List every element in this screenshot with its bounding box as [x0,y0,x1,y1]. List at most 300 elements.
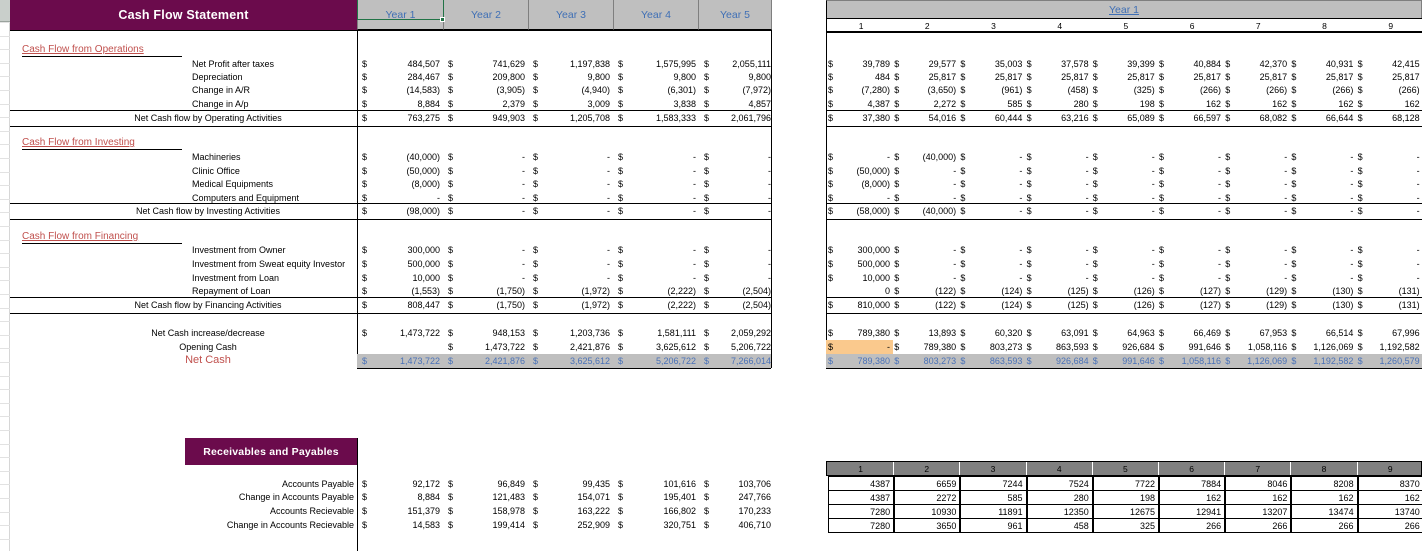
currency-symbol: $ [1225,286,1231,296]
rule-under-header [10,30,771,31]
value-net-operating-m-7: 68,082 [1259,113,1288,123]
value-medical-equipments-m-5: - [1151,179,1155,189]
value-net-profit-after-taxes-m-9: 42,415 [1392,59,1420,69]
currency-symbol: $ [533,179,539,189]
currency-symbol: $ [1225,152,1231,162]
rp-row-label-accounts-recievable: Accounts Recievable [269,506,354,516]
value-investment-from-sweat-equity-investor-m-7: - [1284,259,1288,269]
currency-symbol: $ [1291,179,1297,189]
value-clinic-office-m-4: - [1085,166,1089,176]
currency-symbol: $ [362,72,368,82]
currency-symbol: $ [1092,193,1098,203]
value-investment-from-owner-m-2: - [953,245,957,255]
rule-investing-bottom [10,219,771,220]
value-investment-from-sweat-equity-investor-m-3: - [1019,259,1023,269]
rule-financing-top [10,297,771,298]
currency-symbol: $ [1092,113,1098,123]
value-computers-and-equipment-m-9: - [1416,193,1420,203]
currency-symbol: $ [894,193,900,203]
value-net-operating-m-6: 66,597 [1193,113,1221,123]
rp-monthly-header-9[interactable]: 9 [1358,462,1422,475]
annual-year-header-5[interactable]: Year 5 [699,0,772,30]
value-net-profit-after-taxes-5: 2,055,111 [732,59,771,69]
value-machineries-m-8: - [1350,152,1354,162]
row-label-investment-from-sweat-equity-investor: Investment from Sweat equity Investor [192,259,346,269]
row-separator [0,362,10,363]
value-investment-from-owner-m-8: - [1350,245,1354,255]
currency-symbol: $ [1225,193,1231,203]
currency-symbol: $ [362,492,368,502]
currency-symbol: $ [362,179,368,189]
value-net-cash-m-5: 991,646 [1122,356,1155,366]
currency-symbol: $ [1291,99,1297,109]
value-machineries-4: - [693,152,696,162]
currency-symbol: $ [1225,59,1231,69]
value-net-operating-m-4: 63,216 [1061,113,1089,123]
currency-symbol: $ [704,245,710,255]
value-clinic-office-m-6: - [1218,166,1221,176]
currency-symbol: $ [1291,328,1297,338]
value-computers-and-equipment-m-4: - [1085,193,1089,203]
currency-symbol: $ [828,179,834,189]
annual-year-header-2[interactable]: Year 2 [444,0,529,30]
row-separator [0,226,10,227]
value-change-in-ap-m-9: 162 [1404,99,1420,109]
value-change-in-ar-m-7: (266) [1266,85,1288,95]
currency-symbol: $ [1291,85,1297,95]
currency-symbol: $ [960,356,966,366]
currency-symbol: $ [533,59,539,69]
currency-symbol: $ [362,193,368,203]
currency-symbol: $ [1225,72,1231,82]
value-change-in-ap-m-7: 162 [1272,99,1288,109]
currency-symbol: $ [1357,152,1363,162]
rp-cell-change-in-accounts-recievable-6: 266 [1159,518,1225,533]
value-clinic-office-2: - [522,166,525,176]
value-change-in-ar-m-4: (458) [1067,85,1089,95]
row-separator [0,253,10,254]
currency-symbol: $ [618,206,624,216]
value-opening-cash-4: 3,625,612 [655,342,696,352]
currency-symbol: $ [1026,259,1032,269]
value-investment-from-sweat-equity-investor-m-9: - [1416,259,1420,269]
currency-symbol: $ [960,166,966,176]
rp-monthly-header-4[interactable]: 4 [1027,462,1093,475]
value-accounts-payable-rp-3: 99,435 [582,479,610,489]
currency-symbol: $ [704,59,710,69]
row-label-clinic-office: Clinic Office [192,166,240,176]
value-change-in-ap-2: 2,379 [502,99,525,109]
rp-cell-accounts-recievable-4: 12350 [1027,504,1093,519]
value-change-in-accounts-payable-rp-5: 247,766 [738,492,771,502]
currency-symbol: $ [533,506,539,516]
row-separator [0,280,10,281]
value-net-cash-increase-decrease-2: 948,153 [492,328,525,338]
row-label-net-financing: Net Cash flow by Financing Activities [134,300,282,310]
currency-symbol: $ [533,99,539,109]
rule-investing-top [10,203,771,204]
currency-symbol: $ [533,193,539,203]
row-separator [0,76,10,77]
monthly-month-header-4[interactable]: 4 [1057,20,1063,31]
row-header-gutter[interactable] [0,0,10,551]
row-label-change-in-ap: Change in A/p [192,99,249,109]
rp-cell-accounts-recievable-3: 11891 [960,504,1026,519]
annual-year-header-3[interactable]: Year 3 [529,0,614,30]
currency-symbol: $ [704,506,710,516]
currency-symbol: $ [704,479,710,489]
currency-symbol: $ [362,113,368,123]
value-depreciation-m-3: 25,817 [994,72,1023,82]
value-medical-equipments-5: - [768,179,771,189]
currency-symbol: $ [1357,85,1363,95]
value-repayment-of-loan-2: (1,750) [496,286,525,296]
currency-symbol: $ [960,179,966,189]
rule-operations-top-monthly [826,110,1422,111]
annual-year-header-4[interactable]: Year 4 [614,0,699,30]
row-separator [0,199,10,200]
value-medical-equipments-2: - [522,179,525,189]
value-change-in-ap-m-1: 4,387 [867,99,890,109]
value-clinic-office-5: - [768,166,771,176]
currency-symbol: $ [533,328,539,338]
currency-symbol: $ [1291,166,1297,176]
rp-cell-accounts-payable-2: 6659 [894,476,960,491]
rp-cell-accounts-payable-5: 7722 [1093,476,1159,491]
left-block-divider [357,30,358,368]
value-change-in-ap-m-4: 280 [1073,99,1089,109]
currency-symbol: $ [1092,259,1098,269]
value-change-in-ap-m-6: 162 [1205,99,1221,109]
rp-monthly-header-7[interactable]: 7 [1225,462,1291,475]
currency-symbol: $ [448,328,454,338]
value-clinic-office-m-9: - [1416,166,1420,176]
currency-symbol: $ [1225,166,1231,176]
value-repayment-of-loan-3: (1,972) [581,286,610,296]
value-medical-equipments-3: - [607,179,610,189]
monthly-month-header-6[interactable]: 6 [1189,20,1195,31]
value-net-cash-m-3: 863,593 [989,356,1023,366]
currency-symbol: $ [828,99,834,109]
value-net-operating-m-5: 65,089 [1127,113,1155,123]
value-change-in-accounts-payable-rp-1: 8,884 [417,492,440,502]
currency-symbol: $ [362,206,368,216]
value-net-cash-increase-decrease-1: 1,473,722 [399,328,440,338]
value-net-profit-after-taxes-m-2: 29,577 [928,59,957,69]
currency-symbol: $ [533,85,539,95]
rp-monthly-header-8[interactable]: 8 [1291,462,1357,475]
value-net-cash-m-4: 926,684 [1056,356,1089,366]
value-accounts-payable-rp-5: 103,706 [738,479,771,489]
currency-symbol: $ [1026,342,1032,352]
currency-symbol: $ [828,72,834,82]
value-investment-from-loan-1: 10,000 [412,273,440,283]
currency-symbol: $ [1291,273,1297,283]
currency-symbol: $ [448,113,454,123]
currency-symbol: $ [533,259,539,269]
value-net-profit-after-taxes-2: 741,629 [492,59,525,69]
row-label-change-in-ar: Change in A/R [192,85,251,95]
value-accounts-recievable-rp-1: 151,379 [407,506,440,516]
rule-investing-top-monthly [826,203,1422,204]
currency-symbol: $ [618,273,624,283]
value-net-cash-increase-decrease-m-5: 64,963 [1127,328,1155,338]
value-change-in-accounts-recievable-rp-1: 14,583 [412,520,440,530]
currency-symbol: $ [1159,99,1165,109]
currency-symbol: $ [704,113,710,123]
value-net-investing-m-5: - [1151,206,1155,216]
value-net-investing-m-1: (58,000) [856,206,890,216]
currency-symbol: $ [618,166,624,176]
currency-symbol: $ [1026,166,1032,176]
rp-row-label-change-in-accounts-recievable: Change in Accounts Recievable [226,520,354,530]
monthly-month-header-9[interactable]: 9 [1388,20,1394,31]
value-net-investing-m-3: - [1019,206,1023,216]
value-investment-from-sweat-equity-investor-3: - [607,259,610,269]
rule-investing-bottom-monthly [826,219,1422,220]
value-change-in-ap-1: 8,884 [417,99,440,109]
currency-symbol: $ [1225,245,1231,255]
value-repayment-of-loan-m8: (130) [1332,286,1354,296]
currency-symbol: $ [618,113,624,123]
value-opening-cash-m-3: 803,273 [989,342,1023,352]
currency-symbol: $ [828,342,834,352]
currency-symbol: $ [1026,273,1032,283]
currency-symbol: $ [362,506,368,516]
currency-symbol: $ [1092,300,1098,310]
row-label-net-investing: Net Cash flow by Investing Activities [135,206,281,216]
row-separator [0,117,10,118]
rule-net-cash-bottom [357,368,771,369]
currency-symbol: $ [448,72,454,82]
currency-symbol: $ [1291,286,1297,296]
value-opening-cash-2: 1,473,722 [484,342,525,352]
currency-symbol: $ [704,328,710,338]
value-change-in-ar-m-3: (961) [1001,85,1023,95]
row-separator [0,484,10,485]
currency-symbol: $ [828,259,834,269]
value-net-financing-m-8: (130) [1332,300,1354,310]
value-computers-and-equipment-m-7: - [1284,193,1288,203]
currency-symbol: $ [1357,286,1363,296]
rp-row-label-accounts-payable: Accounts Payable [281,479,354,489]
currency-symbol: $ [828,166,834,176]
currency-symbol: $ [704,273,710,283]
currency-symbol: $ [362,328,368,338]
monthly-month-header-7[interactable]: 7 [1255,20,1261,31]
value-repayment-of-loan-m1: 0 [884,286,890,296]
monthly-month-header-1[interactable]: 1 [858,20,864,31]
currency-symbol: $ [1357,99,1363,109]
currency-symbol: $ [533,206,539,216]
value-computers-and-equipment-5: - [768,193,771,203]
currency-symbol: $ [533,300,539,310]
currency-symbol: $ [960,72,966,82]
value-net-cash-increase-decrease-m-7: 67,953 [1259,328,1288,338]
currency-symbol: $ [894,179,900,189]
rp-cell-change-in-accounts-payable-7: 162 [1225,490,1291,505]
currency-symbol: $ [362,59,368,69]
value-investment-from-sweat-equity-investor-m-8: - [1350,259,1354,269]
value-computers-and-equipment-1: - [437,193,440,203]
currency-symbol: $ [448,59,454,69]
value-machineries-m-1: - [887,152,890,162]
currency-symbol: $ [362,286,368,296]
rp-monthly-header-6[interactable]: 6 [1159,462,1225,475]
rp-monthly-header-2[interactable]: 2 [894,462,960,475]
currency-symbol: $ [828,300,834,310]
row-separator [0,525,10,526]
value-computers-and-equipment-m-6: - [1218,193,1221,203]
monthly-month-header-3[interactable]: 3 [991,20,996,31]
value-investment-from-sweat-equity-investor-m-2: - [953,259,957,269]
value-net-cash-m-1: 789,380 [857,356,890,366]
currency-symbol: $ [828,245,834,255]
currency-symbol: $ [448,520,454,530]
rule-financing-bottom-monthly [826,313,1422,314]
currency-symbol: $ [960,245,966,255]
rp-cell-accounts-payable-9: 8370 [1358,476,1422,491]
rp-cell-accounts-recievable-7: 13207 [1225,504,1291,519]
row-separator [0,444,10,445]
currency-symbol: $ [704,206,710,216]
value-clinic-office-1: (50,000) [406,166,440,176]
value-net-cash-increase-decrease-5: 2,059,292 [730,328,771,338]
row-separator [0,389,10,390]
value-investment-from-loan-m-2: - [953,273,957,283]
currency-symbol: $ [1357,245,1363,255]
value-computers-and-equipment-m-8: - [1350,193,1354,203]
currency-symbol: $ [1092,166,1098,176]
rp-cell-change-in-accounts-recievable-4: 458 [1027,518,1093,533]
value-investment-from-loan-2: - [522,273,525,283]
currency-symbol: $ [448,479,454,489]
currency-symbol: $ [362,99,368,109]
value-change-in-ar-2: (3,905) [496,85,525,95]
active-cell-fill-handle[interactable] [440,17,445,22]
rp-cell-accounts-recievable-6: 12941 [1159,504,1225,519]
value-opening-cash-m-8: 1,126,069 [1313,342,1354,352]
currency-symbol: $ [1092,206,1098,216]
row-separator [0,498,10,499]
value-clinic-office-m-1: (50,000) [856,166,890,176]
value-clinic-office-m-8: - [1350,166,1354,176]
monthly-month-header-8[interactable]: 8 [1322,20,1327,31]
value-depreciation-4: 9,800 [673,72,696,82]
value-net-cash-4: 5,206,722 [655,356,696,366]
currency-symbol: $ [1092,245,1098,255]
currency-symbol: $ [1291,245,1297,255]
currency-symbol: $ [1357,206,1363,216]
value-machineries-3: - [607,152,610,162]
value-net-investing-m-6: - [1218,206,1221,216]
currency-symbol: $ [1357,193,1363,203]
row-header-selected[interactable] [0,0,10,22]
currency-symbol: $ [448,506,454,516]
value-change-in-ap-5: 4,857 [748,99,771,109]
value-depreciation-m-9: 25,817 [1392,72,1420,82]
value-machineries-1: (40,000) [406,152,440,162]
value-investment-from-sweat-equity-investor-m-1: 500,000 [857,259,890,269]
value-net-financing-m-9: (131) [1398,300,1420,310]
currency-symbol: $ [533,286,539,296]
value-net-financing-m-2: (122) [935,300,957,310]
value-investment-from-loan-3: - [607,273,610,283]
value-investment-from-sweat-equity-investor-5: - [768,259,771,269]
value-opening-cash-5: 5,206,722 [730,342,771,352]
value-depreciation-m-5: 25,817 [1127,72,1155,82]
currency-symbol: $ [1092,273,1098,283]
currency-symbol: $ [1291,113,1297,123]
rp-monthly-header-3[interactable]: 3 [960,462,1026,475]
value-medical-equipments-m-8: - [1350,179,1354,189]
currency-symbol: $ [1357,72,1363,82]
monthly-month-header-5[interactable]: 5 [1123,20,1129,31]
currency-symbol: $ [618,492,624,502]
rp-cell-accounts-payable-7: 8046 [1225,476,1291,491]
value-net-profit-after-taxes-1: 484,507 [407,59,440,69]
currency-symbol: $ [448,85,454,95]
value-net-financing-4: (2,222) [667,300,696,310]
currency-symbol: $ [533,492,539,502]
currency-symbol: $ [448,193,454,203]
currency-symbol: $ [704,520,710,530]
left-block-right-edge [771,30,772,368]
rp-cell-change-in-accounts-payable-4: 280 [1027,490,1093,505]
rp-cell-change-in-accounts-payable-6: 162 [1159,490,1225,505]
value-accounts-payable-rp-2: 96,849 [497,479,525,489]
currency-symbol: $ [1092,356,1098,366]
currency-symbol: $ [1225,85,1231,95]
row-label-net-cash-increase-decrease: Net Cash increase/decrease [151,328,265,338]
currency-symbol: $ [1026,85,1032,95]
currency-symbol: $ [1092,286,1098,296]
currency-symbol: $ [704,286,710,296]
value-depreciation-3: 9,800 [587,72,610,82]
value-medical-equipments-m-7: - [1284,179,1288,189]
value-net-financing-1: 808,447 [407,300,440,310]
value-net-cash-m-8: 1,192,582 [1313,356,1354,366]
currency-symbol: $ [1092,152,1098,162]
currency-symbol: $ [533,166,539,176]
value-opening-cash-m-2: 789,380 [923,342,957,352]
currency-symbol: $ [1026,245,1032,255]
currency-symbol: $ [894,328,900,338]
currency-symbol: $ [704,259,710,269]
row-separator [0,335,10,336]
rp-cell-accounts-payable-8: 8208 [1291,476,1357,491]
value-depreciation-1: 284,467 [407,72,440,82]
row-separator [0,294,10,295]
currency-symbol: $ [1092,328,1098,338]
rp-monthly-header-5[interactable]: 5 [1093,462,1159,475]
currency-symbol: $ [533,479,539,489]
currency-symbol: $ [960,286,966,296]
currency-symbol: $ [362,273,368,283]
currency-symbol: $ [1291,342,1297,352]
monthly-month-header-2[interactable]: 2 [924,20,930,31]
value-net-investing-2: - [522,206,525,216]
currency-symbol: $ [1159,245,1165,255]
value-net-cash-increase-decrease-m-8: 66,514 [1325,328,1354,338]
currency-symbol: $ [894,245,900,255]
currency-symbol: $ [448,259,454,269]
annual-year-header-1[interactable]: Year 1 [357,0,444,30]
rp-cell-change-in-accounts-recievable-5: 325 [1093,518,1159,533]
rp-monthly-header-1[interactable]: 1 [828,462,894,475]
currency-symbol: $ [618,286,624,296]
currency-symbol: $ [1225,179,1231,189]
